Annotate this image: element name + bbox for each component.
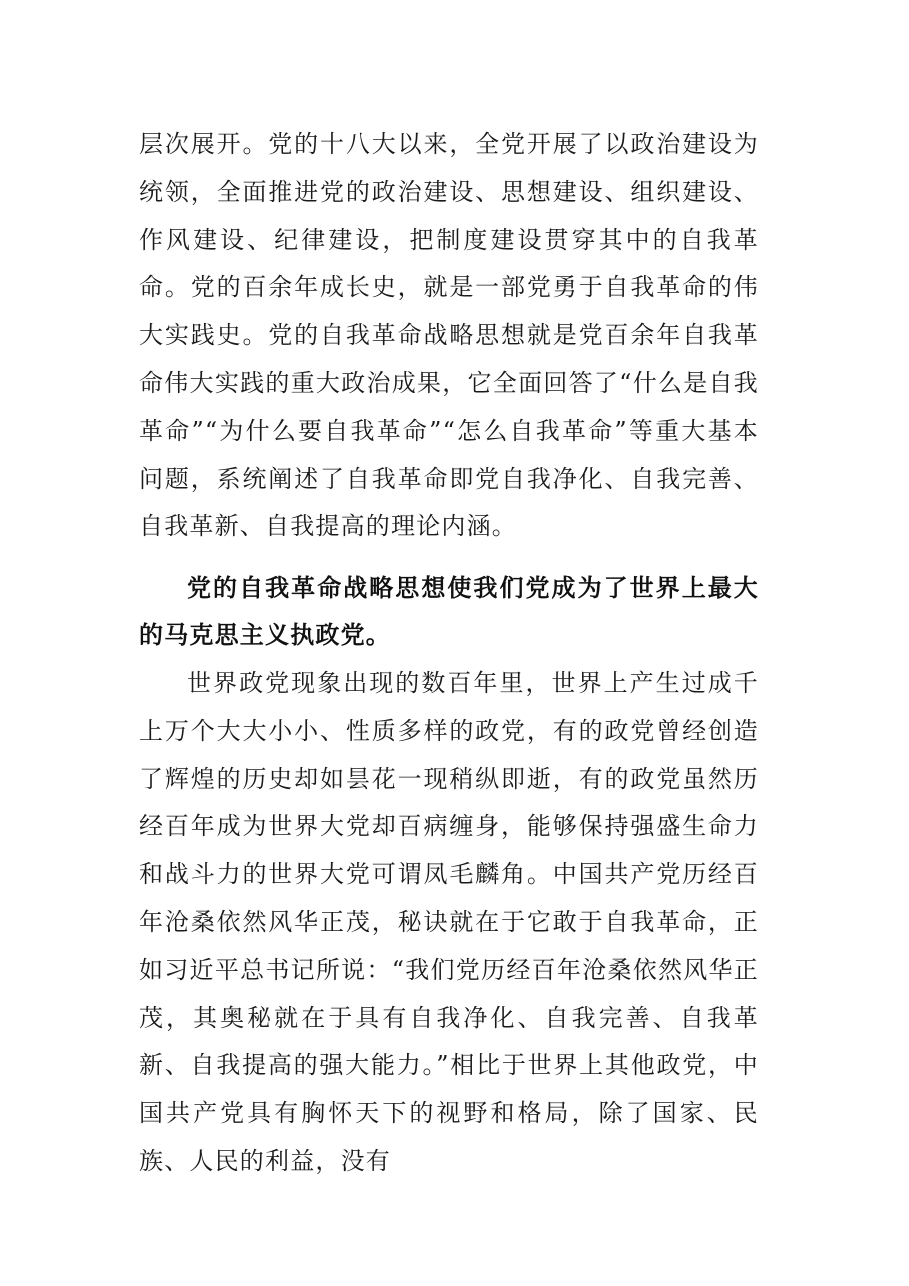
body-paragraph-2: 世界政党现象出现的数百年里，世界上产生过成千上万个大大小小、性质多样的政党，有的政党曾经创造了辉煌的历史却如昙花一现稍纵即逝，有的政党虽然历经百年成为世界大党却百病缠身，能够保持强盛生命力和战斗力的世界大党可谓凤毛麟角。中国共产党历经百年沧桑依然风华正茂，秘诀就在于它敢于自我革命，正如习近平总书记所说：“我们党历经百年沧桑依然风华正茂，其奥秘就在于具有自我净化、自我完善、自我革新、自我提高的强大能力。”相比于世界上其他政党，中国共产党具有胸怀天下的视野和格局，除了国家、民族、人民的利益，没有 — [139, 669, 759, 1175]
section-heading: 党的自我革命战略思想使我们党成为了世界上最大的马克思主义执政党。 — [139, 574, 759, 649]
body-paragraph-1: 层次展开。党的十八大以来，全党开展了以政治建设为统领，全面推进党的政治建设、思想建设、组织建设、作风建设、纪律建设，把制度建设贯穿其中的自我革命。党的百余年成长史，就是一部党勇于自我革命的伟大实践史。党的自我革命战略思想就是党百余年自我革命伟大实践的重大政治成果，它全面回答了“什么是自我革命”“为什么要自我革命”“怎么自我革命”等重大基本问题，系统阐述了自我革命即党自我净化、自我完善、自我革新、自我提高的理论内涵。 — [139, 130, 759, 541]
